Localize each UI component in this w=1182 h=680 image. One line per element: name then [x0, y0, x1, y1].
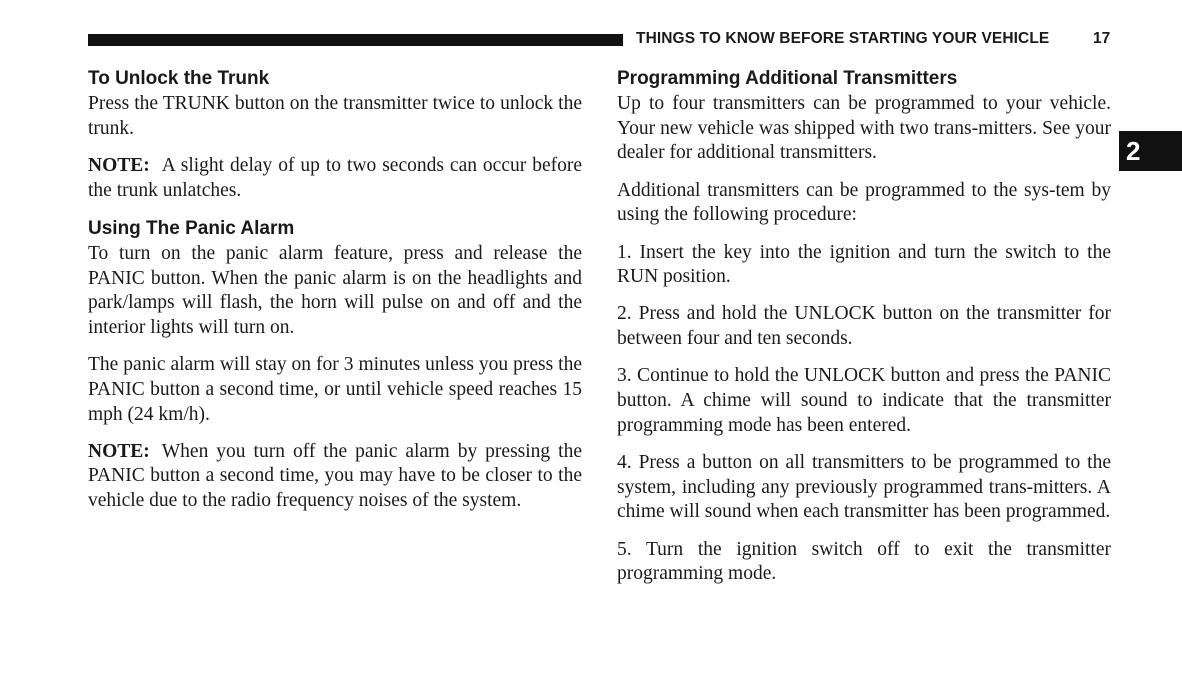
note-text: When you turn off the panic alarm by pressing the PANIC button a second time, you may have to be closer to the vehicle due to the radio frequency noises of the system. [88, 440, 582, 512]
procedure-step-2: 2. Press and hold the UNLOCK button on the transmitter for between four and ten seconds. [617, 303, 1111, 350]
section-heading-unlock-trunk: To Unlock the Trunk [88, 68, 270, 89]
panic-body-1: To turn on the panic alarm feature, press and release the PANIC button. When the panic alarm is on the headlights and park/lamps will flash, the horn will pulse on and off and the interior lights will turn on. [88, 242, 582, 338]
trunk-note [88, 154, 582, 203]
procedure-step-4: 4. Press a button on all transmitters to be programmed to the system, including any previously programmed trans-mitters. A chime will sound when each transmitter has been programmed. [617, 451, 1111, 523]
note-label: NOTE: [88, 440, 150, 462]
procedure-step-5: 5. Turn the ignition switch off to exit the transmitter programming mode. [617, 538, 1111, 585]
page-number: 17 [1093, 30, 1111, 47]
header-rule [88, 34, 623, 46]
procedure-step-1: 1. Insert the key into the ignition and turn the switch to the RUN position. [617, 241, 1111, 288]
note-text: A slight delay of up to two seconds can occur before the trunk unlatches. [88, 154, 582, 201]
right-column [617, 66, 1111, 599]
section-heading-panic-alarm: Using The Panic Alarm [88, 217, 295, 239]
running-header-title: THINGS TO KNOW BEFORE STARTING YOUR VEHICLE [636, 30, 1050, 47]
note-label: NOTE: [88, 154, 150, 176]
panic-note [88, 440, 582, 514]
left-column [88, 66, 582, 526]
section-heading-programming-transmitters: Programming Additional Transmitters [617, 68, 958, 89]
chapter-tab: 2 [1119, 131, 1182, 171]
procedure-step-3: 3. Continue to hold the UNLOCK button and press the PANIC button. A chime will sound to indicate that the transmitter programming mode has been entered. [617, 365, 1111, 436]
panic-body-2: The panic alarm will stay on for 3 minutes unless you press the PANIC button a second time, or until vehicle speed reaches 15 mph (24 km/h). [88, 354, 582, 425]
programming-intro-1: Up to four transmitters can be programmed to your vehicle. Your new vehicle was shipped with two trans-mitters. See your dealer for additional transmitters. [617, 93, 1111, 164]
trunk-body: Press the TRUNK button on the transmitter twice to unlock the trunk. [88, 93, 582, 139]
programming-intro-2: Additional transmitters can be programmed to the sys-tem by using the following procedure: [617, 179, 1111, 226]
